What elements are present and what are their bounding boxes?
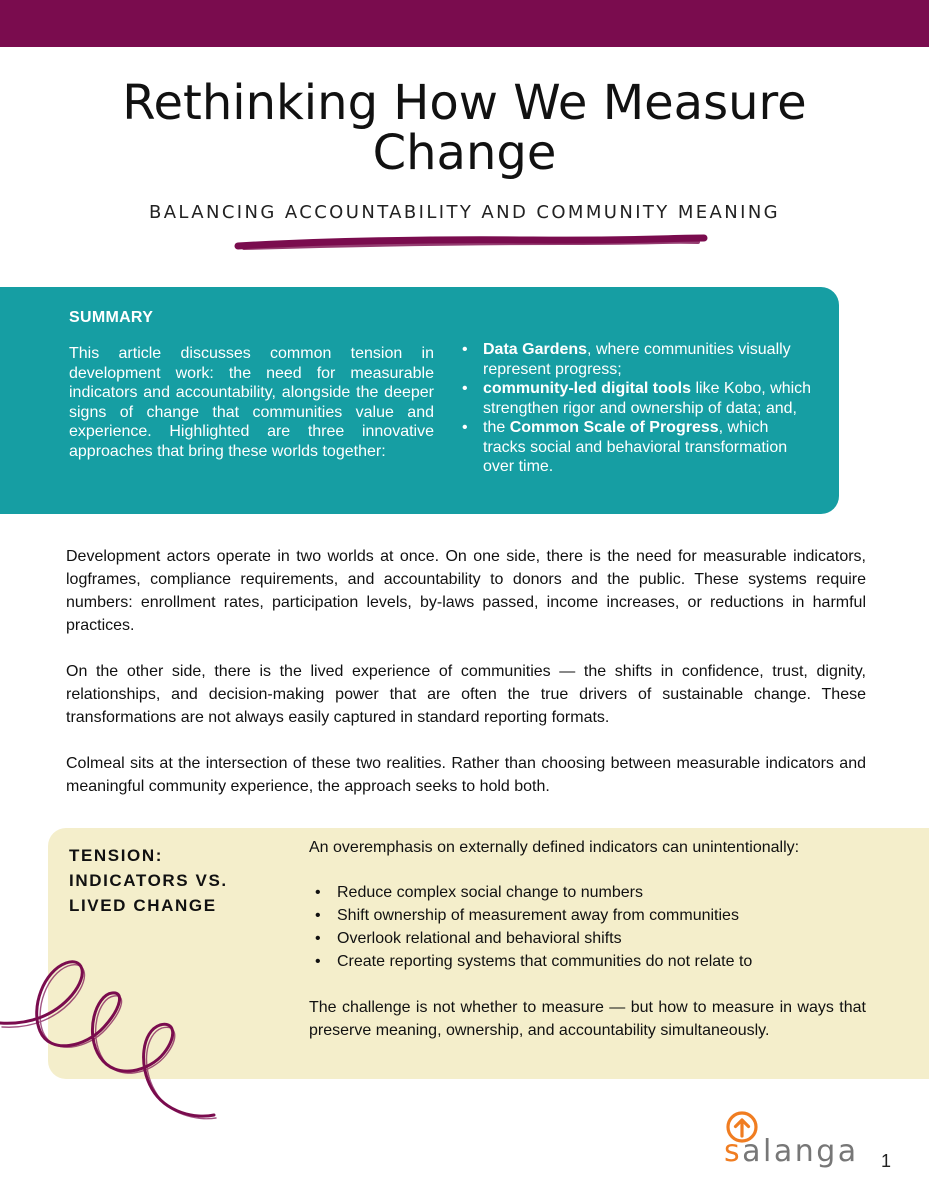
brush-stroke-divider (232, 232, 710, 254)
top-color-bar (0, 0, 929, 47)
list-item: • Data Gardens, where communities visually represent progress; (460, 340, 815, 379)
body-paragraph: Development actors operate in two worlds at once. On one side, there is the need for measurable indicators, logframes, compliance requirements, and accountability to donors and the public. These systems require numbers: enrollment rates, participation levels, by-laws passed, income increases, or reductions in harmful practices. (66, 548, 866, 634)
page-subtitle: BALANCING ACCOUNTABILITY AND COMMUNITY MEANING (148, 202, 781, 223)
page-number: 1 (881, 1151, 892, 1171)
summary-heading: SUMMARY (69, 309, 154, 326)
page-title: Rethinking How We Measure Change (122, 75, 807, 181)
swirl-decoration-icon (0, 955, 230, 1135)
tension-intro: An overemphasis on externally defined indicators can unintentionally: (309, 839, 800, 856)
list-item: • Overlook relational and behavioral shifts (309, 927, 869, 950)
summary-approaches-list (460, 340, 815, 477)
tension-closing: The challenge is not whether to measure — but how to measure in ways that preserve meaning, ownership, and accountability simultaneously. (309, 999, 866, 1039)
salanga-logo: salanga (724, 1134, 859, 1169)
tension-heading: TENSION: INDICATORS VS. LIVED CHANGE (69, 846, 228, 915)
list-item: • Create reporting systems that communities do not relate to (309, 950, 869, 973)
list-item: • the Common Scale of Progress, which tracks social and behavioral transformation over time. (460, 418, 815, 477)
list-item: • Reduce complex social change to numbers (309, 881, 869, 904)
summary-box (0, 287, 839, 514)
summary-text: This article discusses common tension in development work: the need for measurable indicators and accountability, alongside the deeper signs of change that communities value and experience. Highlighted are three innovative approaches that bring these worlds together: (69, 345, 434, 460)
tension-list (309, 881, 869, 973)
body-paragraph: On the other side, there is the lived experience of communities — the shifts in confidence, trust, dignity, relationships, and decision-making power that are often the true drivers of sustainable change. These transformations are not always easily captured in standard reporting formats. (66, 663, 866, 726)
list-item: • community-led digital tools like Kobo, which strengthen rigor and ownership of data; and, (460, 379, 815, 418)
body-paragraph: Colmeal sits at the intersection of these two realities. Rather than choosing between measurable indicators and meaningful community experience, the approach seeks to hold both. (66, 755, 866, 795)
list-item: • Shift ownership of measurement away from communities (309, 904, 869, 927)
